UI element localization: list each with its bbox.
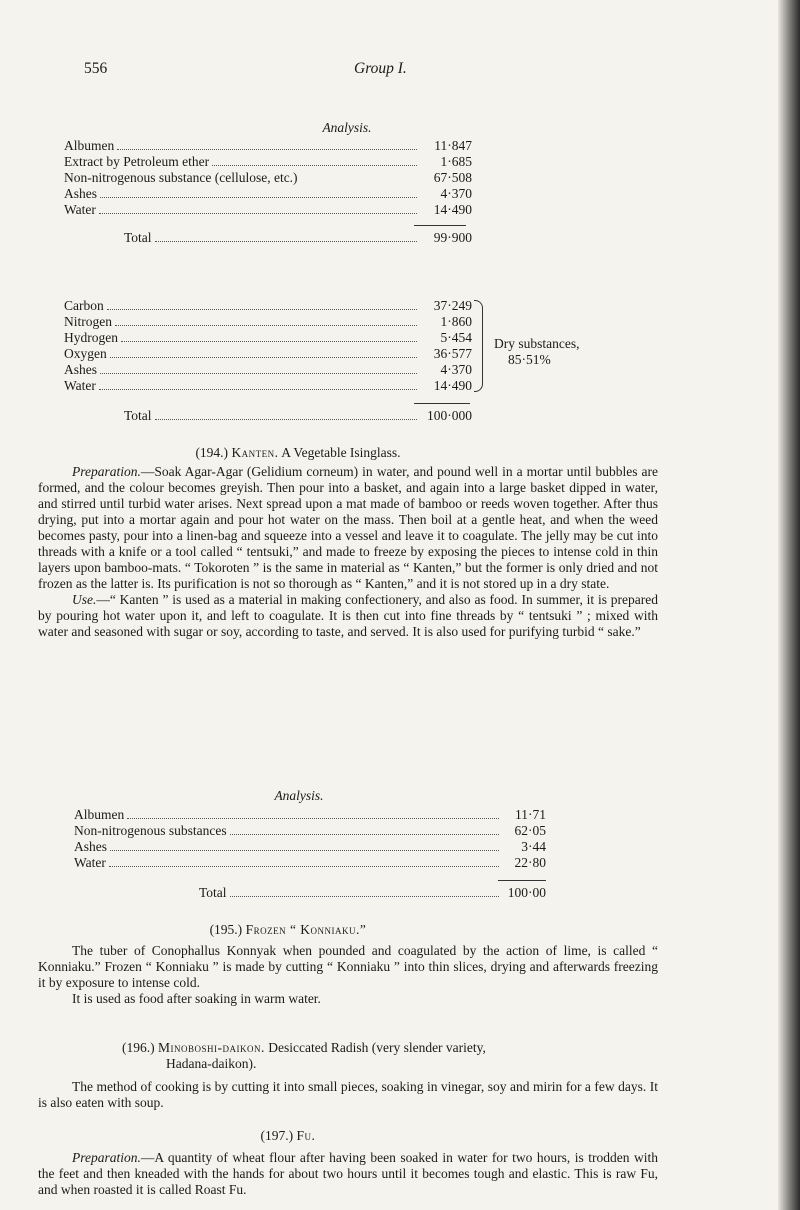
analysis-row: Nitrogen 1·860 <box>64 314 472 329</box>
entry-194 <box>38 445 658 640</box>
analysis-row: Albumen 11·71 <box>74 807 546 822</box>
analysis-row: Ashes 4·370 <box>64 186 472 201</box>
analysis-row: Water 22·80 <box>74 855 546 870</box>
analysis-row: Carbon 37·249 <box>64 298 472 313</box>
page-edge-shadow <box>778 0 800 1210</box>
entry-194-heading: (194.) Kanten. A Vegetable Isinglass. <box>195 445 401 460</box>
entry-195-use: It is used as food after soaking in warm water. <box>72 991 321 1006</box>
entry-197-heading: (197.) Fu. <box>260 1128 316 1143</box>
analysis-3-heading: Analysis. <box>274 788 324 803</box>
analysis-row: Non-nitrogenous substances 62·05 <box>74 823 546 838</box>
analysis-row: Hydrogen 5·454 <box>64 330 472 345</box>
entry-194-use: Use.—“ Kanten ” is used as a material in making confectionery, and also as food. In summer, it is prepared by pouring hot water upon it, and left to coagulate. It is then cut into fine threads by “ tentsuki ” ; mixed with water and seasoned with sugar or soy, according to taste, and served. It is also used for purifying turbid “ sake.” <box>38 592 658 639</box>
analysis-row: Water 14·490 <box>64 378 472 393</box>
analysis-total-row: Total 99·900 <box>124 230 472 245</box>
analysis-1-heading: Analysis. <box>322 120 372 135</box>
curly-brace <box>474 300 483 392</box>
analysis-row: Non-nitrogenous substance (cellulose, etc.) 67·508 <box>64 170 472 185</box>
entry-196-heading-cont: Hadana-daikon). <box>166 1056 257 1071</box>
analysis-total-row: Total 100·000 <box>124 408 472 423</box>
page-number: 556 <box>84 60 108 77</box>
analysis-row: Oxygen 36·577 <box>64 346 472 361</box>
analysis-row: Ashes 3·44 <box>74 839 546 854</box>
analysis-row: Extract by Petroleum ether 1·685 <box>64 154 472 169</box>
entry-197-preparation: Preparation.—A quantity of wheat flour after having been soaked in water for two hours, is trodden with the feet and then kneaded with the hands for about two hours until it becomes tough and elastic. This is raw Fu, and when roasted it is called Roast Fu. <box>38 1150 658 1197</box>
entry-195-text: The tuber of Conophallus Konnyak when pounded and coagulated by the action of lime, is called “ Konniaku.” Frozen “ Konniaku ” is made by cutting “ Konniaku ” into thin slices, drying and afterwards freezing it by exposure to intense cold. <box>38 943 658 990</box>
analysis-total-row: Total 100·00 <box>199 885 546 900</box>
entry-195-heading: (195.) Frozen “ Konniaku.” <box>209 922 367 937</box>
entry-194-preparation: Preparation.—Soak Agar-Agar (Gelidium corneum) in water, and pound well in a mortar until bubbles are formed, and the colour becomes greyish. Then pour into a basket, and again into a large basket dipped in water, and stirred until turbid water arises. Next spread upon a mat made of bamboo or reeds woven together. After thus drying, put into a mortar again and pour hot water on the mass. Then boil at a gentle heat, and when the weed becomes pasty, pour into a linen-bag and squeeze into a vessel and leave it to coagulate. The jelly may be cut into threads with a knife or a tool called “ tentsuki,” and made to freeze by exposing the pieces to intense cold in thin layers upon bamboo-mats. “ Tokoroten ” is the same in material as “ Kanten,” but the former is only dried and not frozen as the latter is. Its purification is not so thorough as “ Kanten,” and it is not stored up in a dry state. <box>38 464 658 591</box>
running-title: Group I. <box>354 60 407 77</box>
analysis-row: Water 14·490 <box>64 202 472 217</box>
analysis-row: Ashes 4·370 <box>64 362 472 377</box>
analysis-2 <box>64 298 664 424</box>
analysis-1 <box>64 120 672 246</box>
entry-196-text: The method of cooking is by cutting it into small pieces, soaking in vinegar, soy and mirin for a few days. It is also eaten with soup. <box>38 1079 658 1110</box>
entry-196-heading: (196.) Minoboshi-daikon. Desiccated Radish (very slender variety, <box>122 1040 486 1055</box>
book-page <box>38 60 672 1197</box>
entry-197 <box>38 1128 658 1198</box>
dry-substances-note: Dry substances, 85·51% <box>494 336 580 367</box>
entry-195 <box>38 922 658 1007</box>
page-header <box>72 60 672 82</box>
analysis-3 <box>64 788 664 901</box>
analysis-row: Albumen 11·847 <box>64 138 472 153</box>
entry-196 <box>38 1040 658 1111</box>
